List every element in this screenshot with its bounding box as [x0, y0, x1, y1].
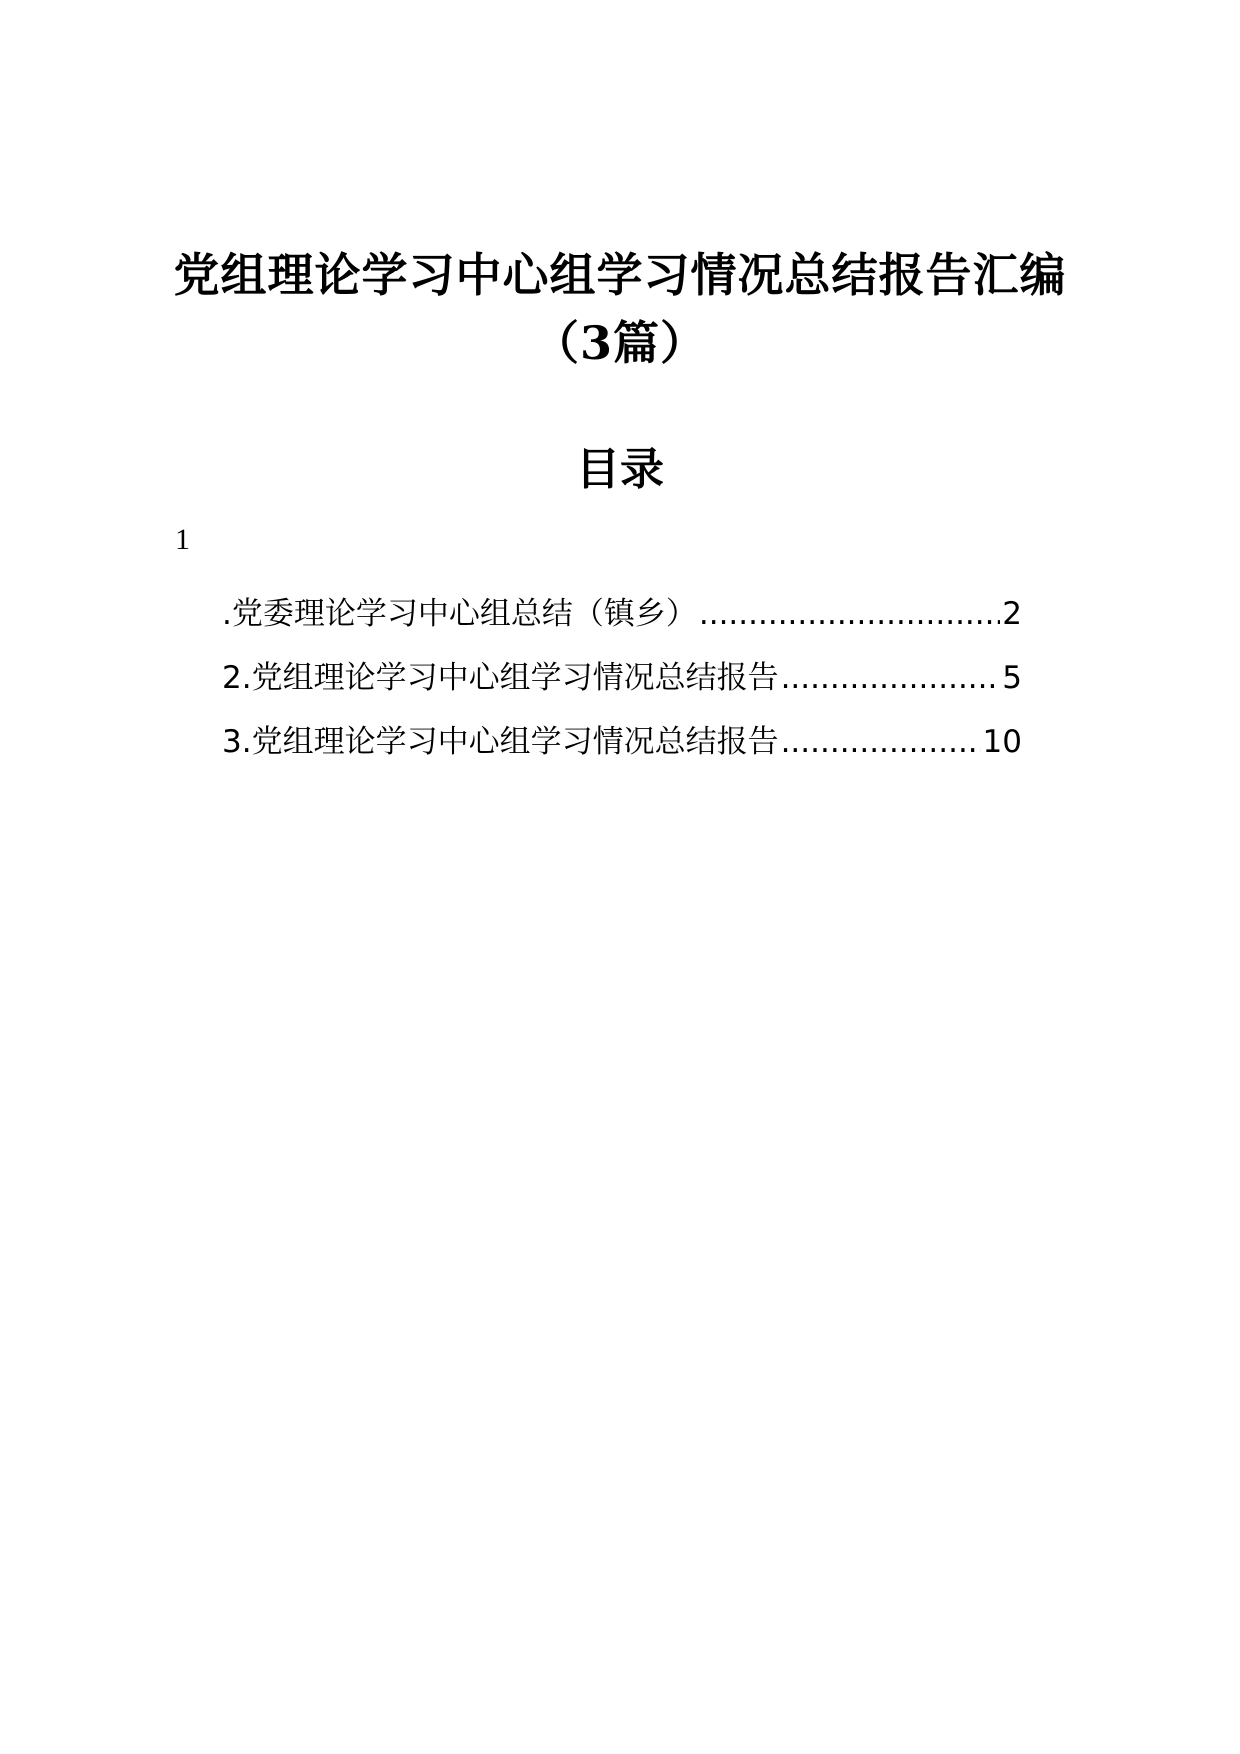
toc-entry-page: 2 [1002, 596, 1022, 632]
toc-entry[interactable] [222, 646, 1022, 710]
toc-entry-title: 3.党组理论学习中心组学习情况总结报告 [222, 724, 779, 760]
toc-dot-leader [699, 582, 1000, 646]
toc-entry-title: .党委理论学习中心组总结（镇乡） [222, 596, 697, 632]
toc-entry[interactable] [222, 582, 1022, 646]
toc-entry-page: 5 [1002, 660, 1022, 696]
toc-dot-leader [781, 646, 1001, 710]
toc-entry[interactable] [222, 710, 1022, 774]
table-of-contents [222, 582, 1022, 774]
list-number: 1 [175, 523, 190, 556]
document-subtitle: （3篇） [532, 316, 707, 370]
toc-dot-leader [781, 710, 981, 774]
toc-heading: 目录 [576, 444, 664, 495]
toc-entry-page: 10 [982, 724, 1022, 760]
document-title: 党组理论学习中心组学习情况总结报告汇编 [173, 248, 1067, 302]
toc-entry-title: 2.党组理论学习中心组学习情况总结报告 [222, 660, 779, 696]
